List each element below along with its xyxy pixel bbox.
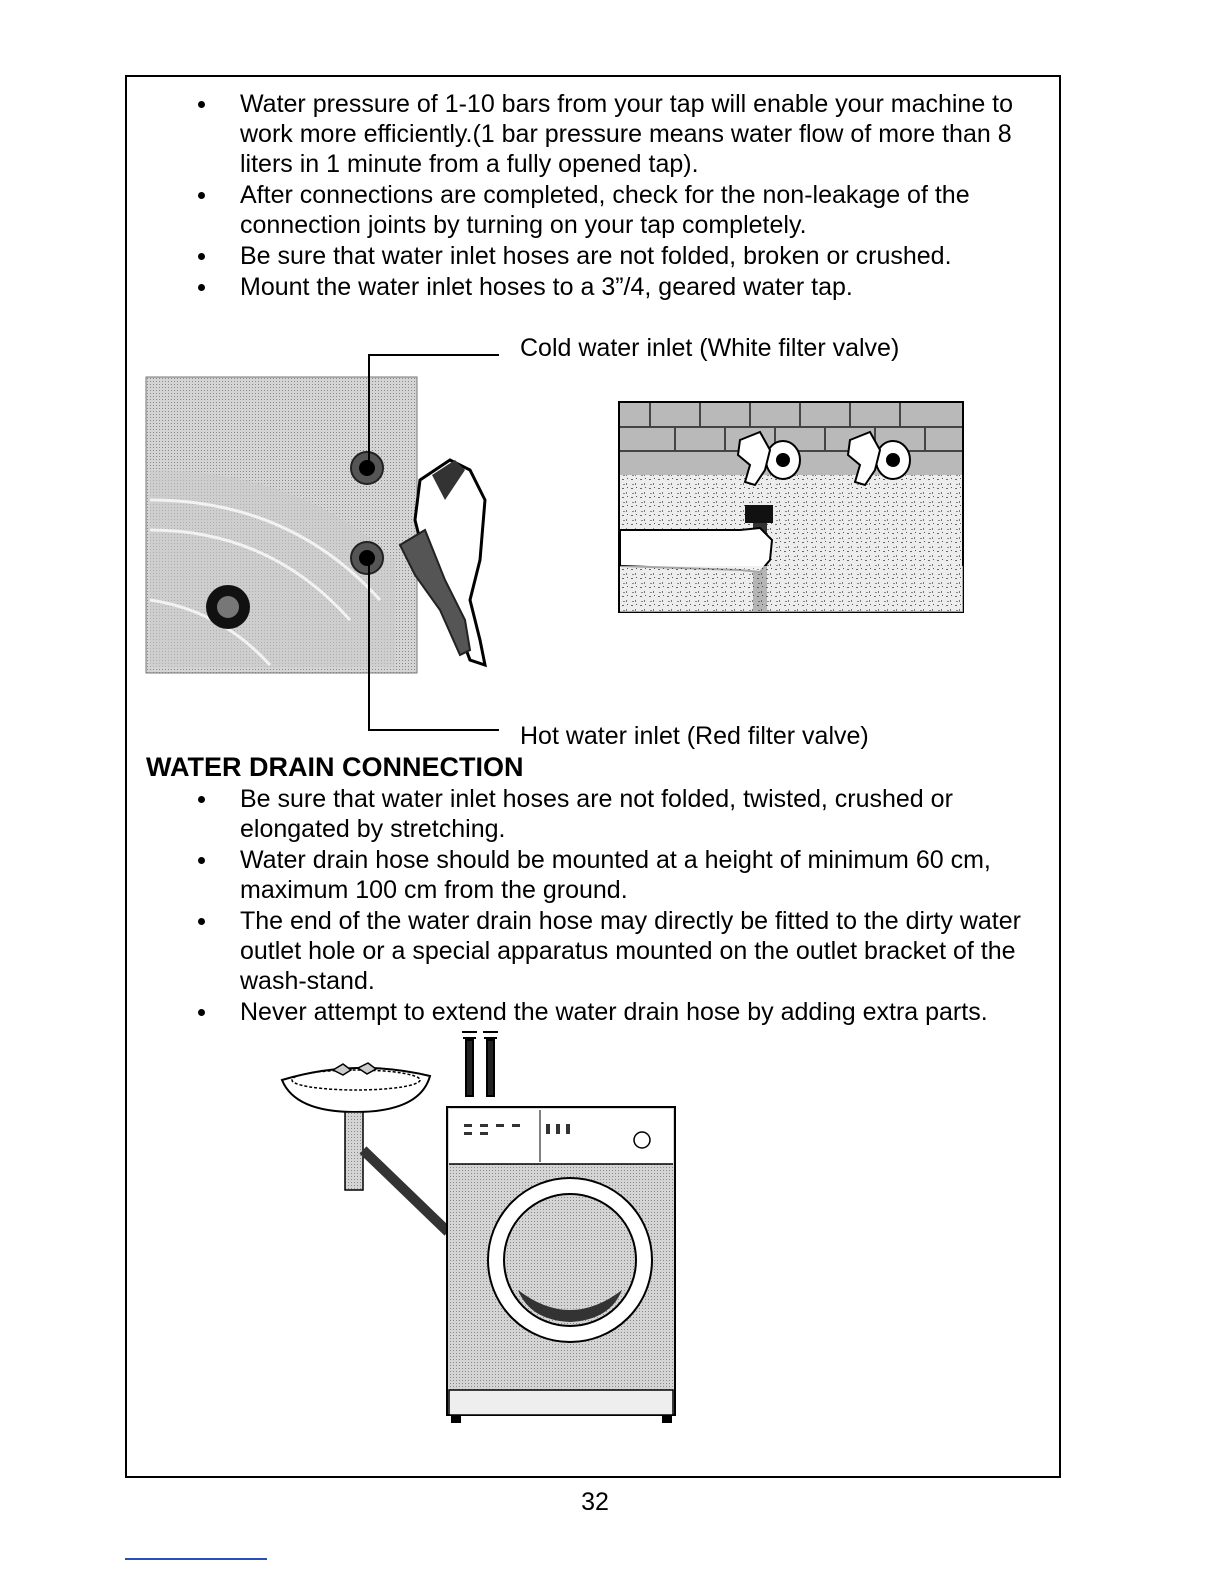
page-number: 32 bbox=[581, 1488, 609, 1516]
list-item: After connections are completed, check for the non-leakage of the connection joints by turning on your tap completely. bbox=[190, 180, 1050, 240]
list-item: The end of the water drain hose may directly be fitted to the dirty water outlet hole or a special apparatus mounted on the outlet bracket of the wash-stand. bbox=[190, 906, 1050, 996]
footer-rule bbox=[125, 1558, 267, 1560]
list-item: Be sure that water inlet hoses are not folded, twisted, crushed or elongated by stretching. bbox=[190, 784, 1050, 844]
section-heading: WATER DRAIN CONNECTION bbox=[146, 752, 524, 782]
hot-inlet-label: Hot water inlet (Red filter valve) bbox=[520, 722, 869, 750]
cold-inlet-label: Cold water inlet (White filter valve) bbox=[520, 334, 900, 362]
inlet-bullet-list bbox=[190, 89, 1050, 303]
list-item: Never attempt to extend the water drain hose by adding extra parts. bbox=[190, 997, 1050, 1027]
list-item: Water pressure of 1-10 bars from your tap will enable your machine to work more efficiently.(1 bar pressure means water flow of more than 8 liters in 1 minute from a fully opened tap). bbox=[190, 89, 1050, 179]
drain-bullet-list bbox=[190, 784, 1050, 1028]
list-item: Be sure that water inlet hoses are not folded, broken or crushed. bbox=[190, 241, 1050, 271]
list-item: Mount the water inlet hoses to a 3”/4, geared water tap. bbox=[190, 272, 1050, 302]
list-item: Water drain hose should be mounted at a height of minimum 60 cm, maximum 100 cm from the ground. bbox=[190, 845, 1050, 905]
